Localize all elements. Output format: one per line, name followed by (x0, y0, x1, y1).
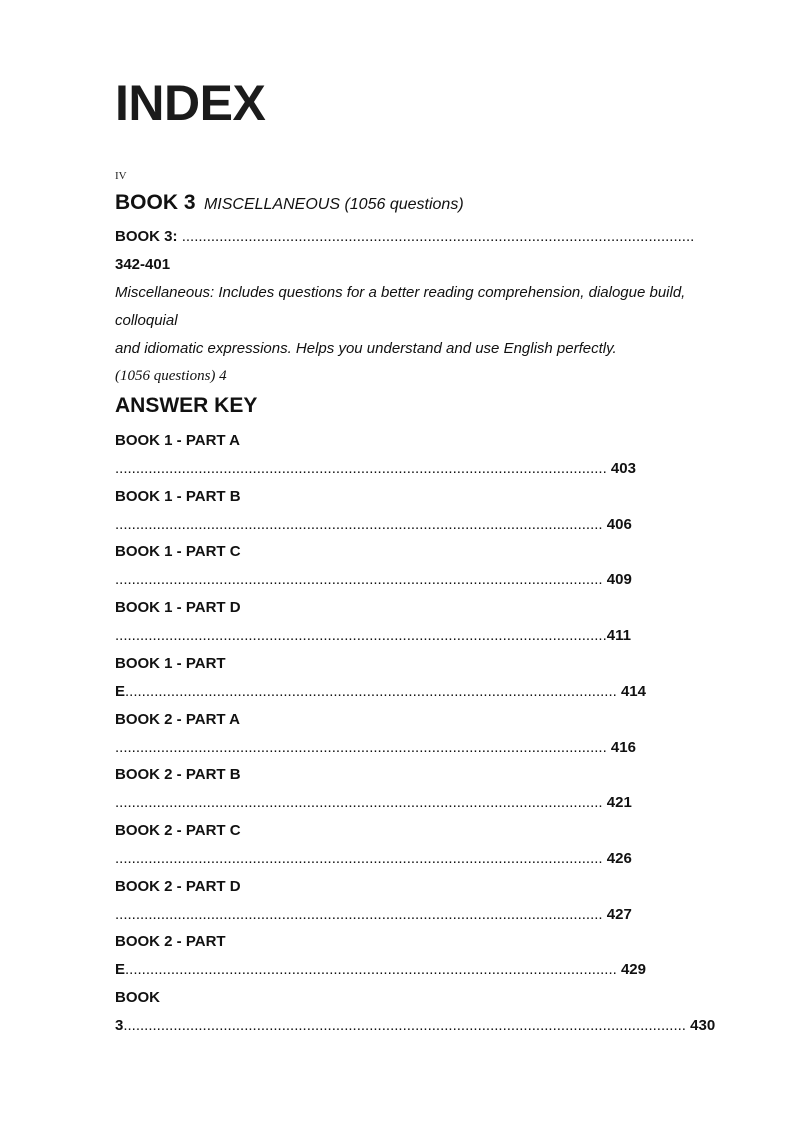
answer-key-entry-label: BOOK (115, 989, 160, 1006)
answer-key-entry-link[interactable] (115, 570, 632, 590)
answer-key-entry-link[interactable] (115, 849, 632, 869)
toc-dots: ..................................................................................................................... (115, 515, 603, 533)
answer-key-entry-label: BOOK 1 - PART A (115, 432, 241, 449)
answer-key-entry-page: 427 (602, 905, 632, 923)
toc-dots: ...................................................................................................................... (125, 682, 617, 700)
answer-key-entry-page: 403 (606, 460, 636, 477)
answer-key-entry-link[interactable] (115, 626, 631, 646)
answer-key-entry-label: BOOK 2 - PART (115, 933, 226, 951)
toc-dots: ..................................................................................................................... (115, 905, 603, 923)
toc-dots: ...................................................................................................................... (125, 961, 617, 979)
toc-dots: ..................................................................................................................... (115, 794, 603, 812)
toc-dots: ....................................................................................................................................... (123, 1017, 686, 1034)
answer-key-entry-page: 426 (602, 849, 632, 867)
answer-key-entry-page: 421 (602, 794, 632, 812)
toc-dots: ........................................................................................................................... (181, 228, 695, 245)
answer-key-entry-link[interactable] (115, 1016, 715, 1036)
toc-dots: ...................................................................................................................... (115, 460, 607, 477)
roman-numeral: IV (115, 170, 127, 182)
answer-key-entry-page: 429 (616, 961, 646, 979)
book3-toc-label: BOOK 3: (115, 228, 178, 245)
answer-key-entry-label: BOOK 1 - PART B (115, 487, 241, 505)
answer-key-entry-label-suffix: E (115, 961, 126, 979)
answer-key-entry-label-suffix: E (115, 682, 126, 700)
answer-key-entry-label: BOOK 2 - PART D (115, 877, 241, 895)
toc-dots: ..................................................................................................................... (115, 571, 603, 589)
answer-key-entry-label: BOOK 1 - PART (115, 654, 226, 672)
book3-description-line-1: Miscellaneous: Includes questions for a better reading comprehension, dialogue build, (115, 284, 686, 301)
answer-key-entry-page: 416 (606, 738, 636, 756)
answer-key-entry-link[interactable] (115, 960, 646, 980)
answer-key-entry-page: 411 (606, 627, 631, 645)
answer-key-entry-label: BOOK 1 - PART D (115, 599, 241, 617)
book3-heading (115, 191, 464, 215)
answer-key-entry-label-suffix: 3 (115, 1017, 124, 1034)
book3-pages: 342-401 (115, 256, 171, 273)
answer-key-entry-link[interactable] (115, 459, 636, 479)
answer-key-entry-label: BOOK 2 - PART A (115, 710, 241, 728)
answer-key-entry-link[interactable] (115, 515, 632, 535)
answer-key-entry-page: 414 (616, 682, 646, 700)
book3-heading-title: BOOK 3 (115, 191, 196, 214)
answer-key-entry-link[interactable] (115, 738, 636, 758)
toc-dots: ..................................................................................................................... (115, 849, 603, 867)
answer-key-entry-page: 430 (685, 1017, 716, 1034)
answer-key-entry-link[interactable] (115, 793, 632, 813)
toc-dots: ...................................................................................................................... (115, 738, 607, 756)
answer-key-entry-label: BOOK 1 - PART C (115, 543, 241, 561)
book3-description-line-4: (1056 questions) 4 (115, 368, 227, 384)
page-title: INDEX (115, 75, 266, 131)
book3-description-line-3: and idiomatic expressions. Helps you understand and use English perfectly. (115, 340, 617, 357)
book3-heading-subtitle: MISCELLANEOUS (1056 questions) (203, 196, 464, 213)
answer-key-entry-label: BOOK 2 - PART C (115, 821, 241, 839)
book3-toc-line[interactable] (115, 227, 694, 247)
answer-key-entry-link[interactable] (115, 682, 646, 702)
answer-key-entry-link[interactable] (115, 905, 632, 925)
answer-key-heading: ANSWER KEY (115, 394, 258, 417)
book3-description-line-2: colloquial (115, 312, 178, 329)
answer-key-entry-page: 406 (602, 515, 632, 533)
toc-dots: ...................................................................................................................... (115, 627, 607, 645)
answer-key-entry-label: BOOK 2 - PART B (115, 766, 241, 784)
answer-key-entry-page: 409 (602, 571, 632, 589)
